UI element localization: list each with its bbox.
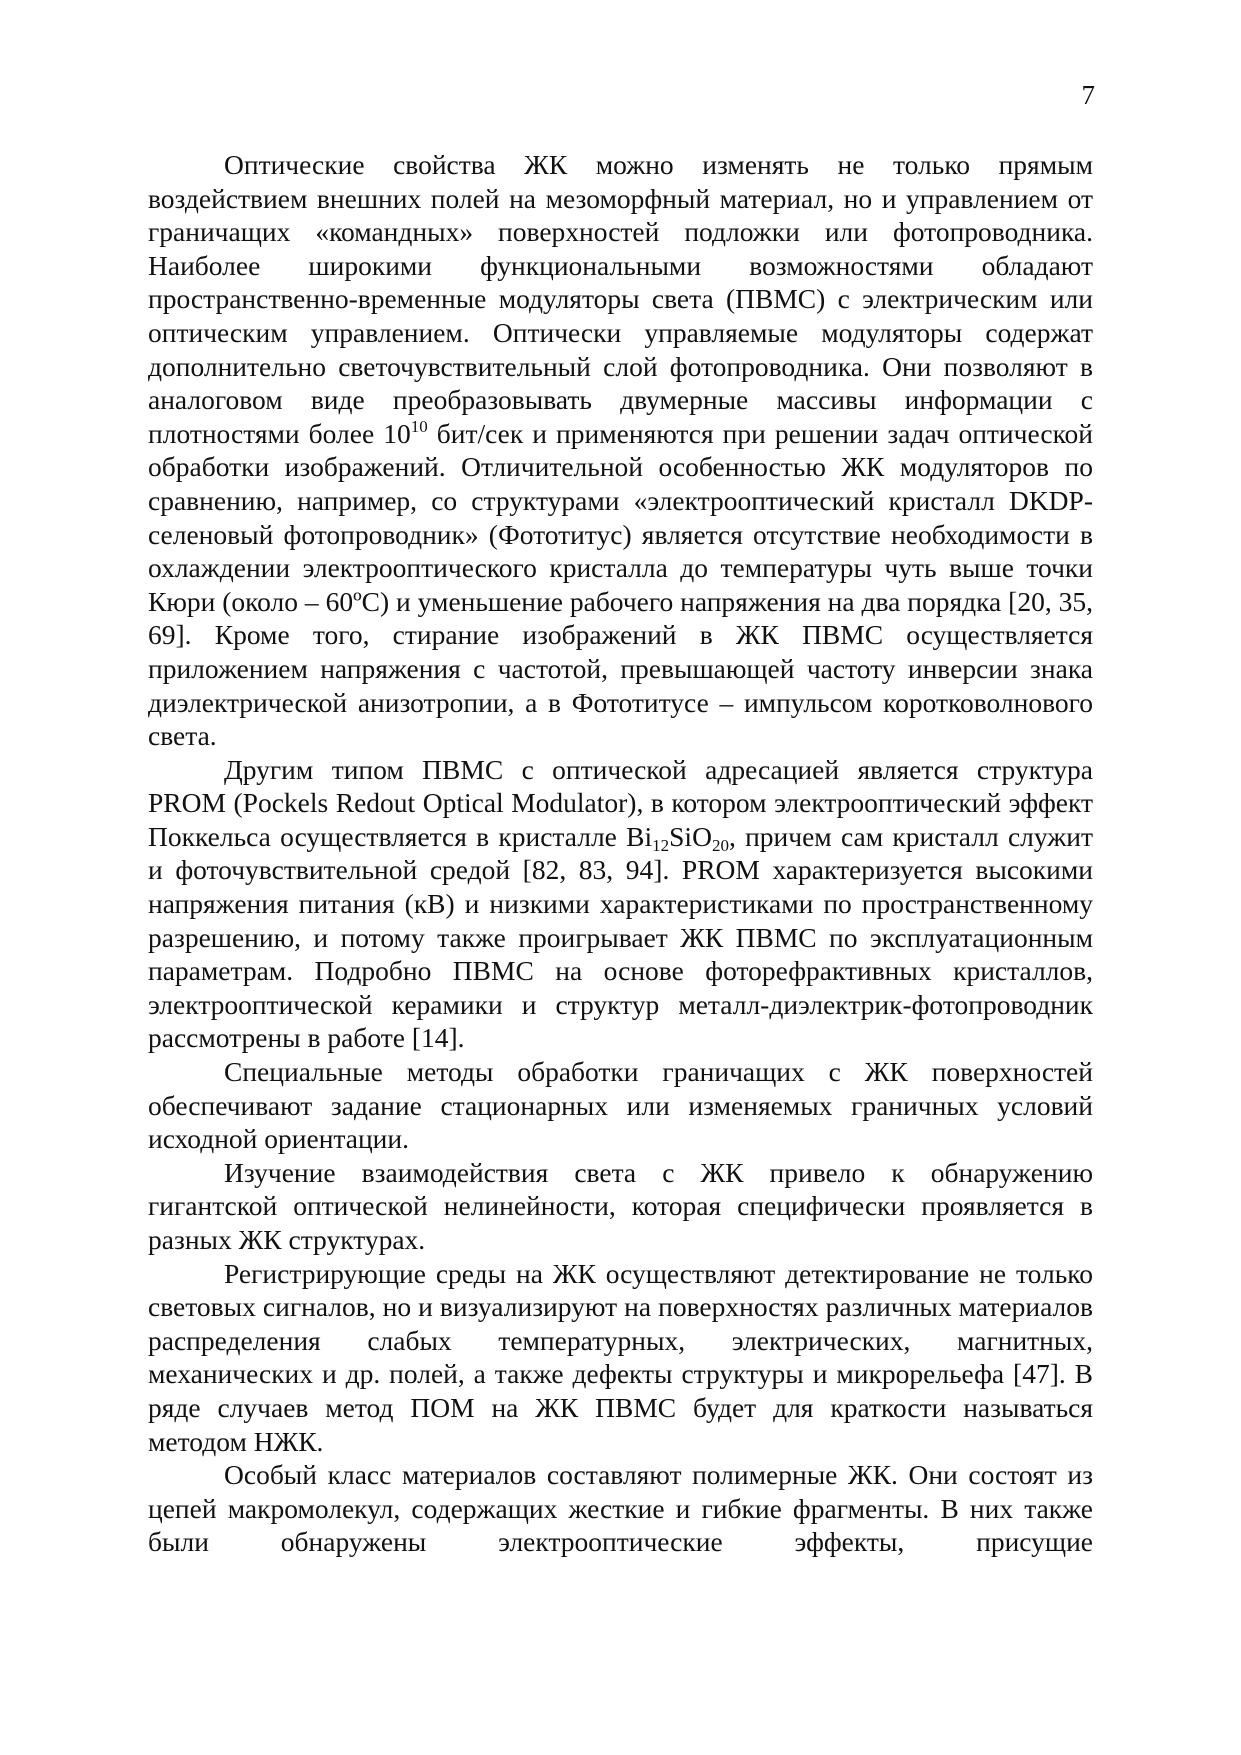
paragraph-2-text-b: SiO	[669, 820, 712, 852]
document-body	[148, 148, 1093, 1559]
paragraph-1-text-a: Оптические свойства ЖК можно изменять не только прямым воздействием внешних полей на мезоморфный материал, но и управлением от граничащих «командных» поверхностей подложки или фотопроводника. Наиболее широкими функциональными возможностями обладают пространственно-временные модуляторы света (ПВМС) с электрическим или оптическим управлением. Оптически управляемые модуляторы содержат дополнительно светочувствительный слой фотопроводника. Они позволяют в аналоговом виде преобразовывать двумерные массивы информации с плотностями более 10	[148, 149, 1093, 449]
paragraph-2-text-c: , причем сам кристалл служит и фоточувствительной средой [82, 83, 94]. PROM характеризуется высокими напряжения питания (кВ) и низкими характеристиками по пространственному разрешению, и потому также проигрывает ЖК ПВМС по эксплуатационным параметрам. Подробно ПВМС на основе фоторефрактивных кристаллов, электрооптической керамики и структур металл-диэлектрик-фотопроводник рассмотрены в работе [14].	[148, 820, 1094, 1054]
subscript-12: 12	[652, 835, 670, 855]
superscript-exponent: 10	[410, 416, 428, 436]
subscript-20: 20	[711, 835, 729, 855]
paragraph-3: Специальные методы обработки граничащих с ЖК поверхностей обеспечивают задание стационарных или изменяемых граничных условий исходной ориентации.	[148, 1056, 1093, 1155]
paragraph-6: Особый класс материалов составляют полимерные ЖК. Они состоят из цепей макромолекул, содержащих жесткие и гибкие фрагменты. В них также были обнаружены электрооптические эффекты, присущие	[148, 1459, 1093, 1558]
paragraph-1-text-b: бит/сек и применяются при решении задач оптической обработки изображений. Отличительной особенностью ЖК модуляторов по сравнению, например, со структурами «электрооптический кристалл DKDP-селеновый фотопроводник» (Фототитус) является отсутствие необходимости в охлаждении электрооптического кристалла до температуры чуть выше точки Кюри (около – 60ºС) и уменьшение рабочего напряжения на два порядка [20, 35, 69]. Кроме того, стирание изображений в ЖК ПВМС осуществляется приложением напряжения с частотой, превышающей частоту инверсии знака диэлектрической анизотропии, а в Фототитусе – импульсом коротковолнового света.	[148, 417, 1094, 752]
paragraph-1	[148, 148, 1093, 753]
paragraph-2-text-a: Другим типом ПВМС с оптической адресацией является структура PROM (Pockels Redout Optical Modulator), в котором электрооптический эффект Поккельса осуществляется в кристалле Bi	[148, 753, 1093, 852]
page-number: 7	[1081, 80, 1095, 110]
paragraph-2	[148, 753, 1093, 1055]
paragraph-4: Изучение взаимодействия света с ЖК привело к обнаружению гигантской оптической нелинейности, которая специфически проявляется в разных ЖК структурах.	[148, 1156, 1093, 1255]
paragraph-5: Регистрирующие среды на ЖК осуществляют детектирование не только световых сигналов, но и визуализируют на поверхностях различных материалов распределения слабых температурных, электрических, магнитных, механических и др. полей, а также дефекты структуры и микрорельефа [47]. В ряде случаев метод ПОМ на ЖК ПВМС будет для краткости называться методом НЖК.	[148, 1257, 1093, 1457]
